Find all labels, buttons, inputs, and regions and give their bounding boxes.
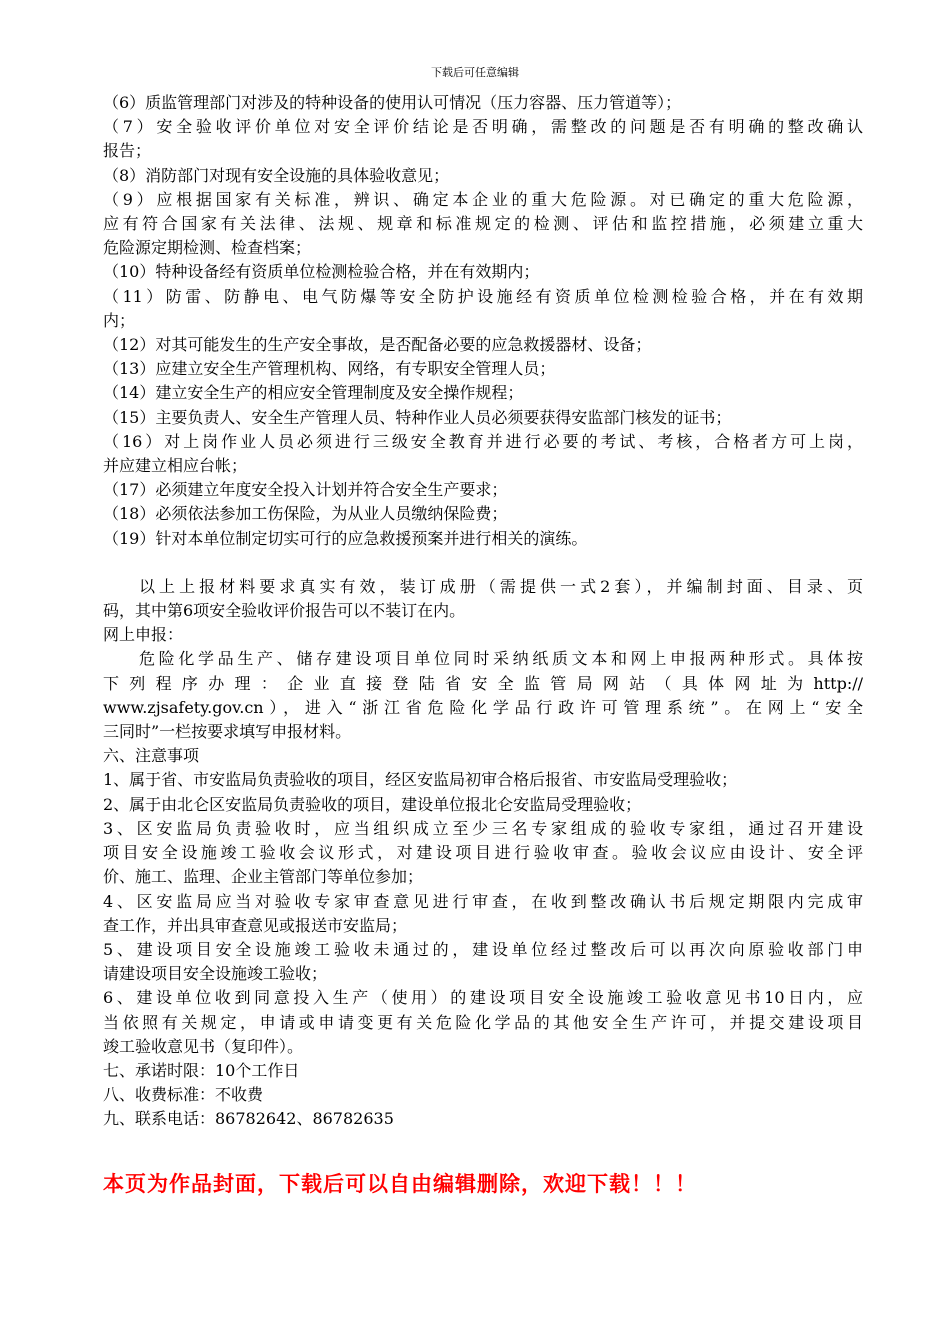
note-item-line: 1、属于省、市安监局负责验收的项目，经区安监局初审合格后报省、市安监局受理验收； [103, 770, 738, 790]
list-item-line: （16）对上岗作业人员必须进行三级安全教育并进行必要的考试、考核，合格者方可上岗， [103, 431, 863, 451]
note-item-line: 项目安全设施竣工验收会议形式，对建设项目进行验收审查。验收会议应由设计、安全评 [103, 843, 863, 863]
list-item-line: （10）特种设备经有资质单位检测检验合格，并在有效期内； [103, 262, 540, 282]
list-item [103, 381, 863, 405]
binding-paragraph-line: 码，其中第6项安全验收评价报告可以不装订在内。 [103, 601, 466, 621]
list-item [103, 285, 863, 333]
online-title: 网上申报： [103, 625, 184, 645]
list-item-line: （18）必须依法参加工伤保险，为从业人员缴纳保险费； [103, 504, 508, 524]
list-item [103, 357, 863, 381]
online-paragraph-line: www.zjsafety.gov.cn），进入“浙江省危险化学品行政许可管理系统”。在网上“安全 [103, 697, 863, 717]
list-item-line: （13）应建立安全生产管理机构、网络，有专职安全管理人员； [103, 359, 556, 379]
note-item [103, 986, 863, 1059]
notes-list [103, 768, 863, 1058]
online-paragraph [103, 647, 863, 744]
section9-line: 九、联系电话：86782642、86782635 [103, 1109, 394, 1129]
list-item-line: 报告； [103, 141, 152, 161]
list-item [103, 188, 863, 261]
list-item [103, 406, 863, 430]
list-item-line: 应有符合国家有关法律、法规、规章和标准规定的检测、评估和监控措施，必须建立重大 [103, 214, 863, 234]
list-item [103, 527, 863, 551]
binding-paragraph-line: 以上上报材料要求真实有效，装订成册（需提供一式2套），并编制封面、目录、页 [139, 576, 863, 596]
list-item-line: （14）建立安全生产的相应安全管理制度及安全操作规程； [103, 383, 524, 403]
binding-paragraph [103, 575, 863, 623]
list-item [103, 260, 863, 284]
list-item-line: （8）消防部门对现有安全设施的具体验收意见； [103, 165, 450, 185]
note-item [103, 793, 863, 817]
online-body [103, 647, 863, 744]
list-item [103, 115, 863, 163]
note-item-line: 3、区安监局负责验收时，应当组织成立至少三名专家组成的验收专家组，通过召开建设 [103, 818, 863, 838]
requirements-list [103, 91, 863, 551]
note-item-line: 4、区安监局应当对验收专家审查意见进行审查，在收到整改确认书后规定期限内完成审 [103, 891, 863, 911]
section7-line: 七、承诺时限：10个工作日 [103, 1060, 300, 1080]
list-item-line: 危险源定期检测、检查档案； [103, 238, 312, 258]
online-paragraph-line: 三同时”一栏按要求填写申报材料。 [103, 722, 352, 742]
note-item-line: 6、建设单位收到同意投入生产（使用）的建设项目安全设施竣工验收意见书10日内，应 [103, 988, 863, 1008]
note-item-line: 请建设项目安全设施竣工验收； [103, 964, 328, 984]
list-item-line: （12）对其可能发生的生产安全事故，是否配备必要的应急救援器材、设备； [103, 335, 652, 355]
list-item [103, 478, 863, 502]
list-item-line: 并应建立相应台帐； [103, 456, 248, 476]
note-item-line: 查工作，并出具审查意见或报送市安监局； [103, 915, 408, 935]
list-item-line: （17）必须建立年度安全投入计划并符合安全生产要求； [103, 480, 508, 500]
list-item-line: 内； [103, 310, 136, 330]
list-item [103, 502, 863, 526]
note-item-line: 5、建设项目安全设施竣工验收未通过的，建设单位经过整改后可以再次向原验收部门申 [103, 939, 863, 959]
note-item [103, 938, 863, 986]
list-item [103, 430, 863, 478]
online-paragraph-line: 危险化学品生产、储存建设项目单位同时采纳纸质文本和网上申报两种形式。具体按 [139, 649, 863, 669]
page-header: 下载后可任意编辑 [431, 66, 519, 79]
list-item-line: （9）应根据国家有关标准，辨识、确定本企业的重大危险源。对已确定的重大危险源， [103, 189, 863, 209]
note-item-line: 当依照有关规定，申请或申请变更有关危险化学品的其他安全生产许可，并提交建设项目 [103, 1012, 863, 1032]
section6-title: 六、注意事项 [103, 746, 200, 766]
section8-line: 八、收费标准：不收费 [103, 1085, 264, 1105]
list-item-line: （6）质监管理部门对涉及的特种设备的使用认可情况（压力容器、压力管道等）； [103, 93, 682, 112]
list-item-line: （7）安全验收评价单位对安全评价结论是否明确，需整改的问题是否有明确的整改确认 [103, 117, 863, 137]
binding-note [103, 575, 863, 623]
list-item [103, 91, 863, 115]
note-item [103, 817, 863, 890]
online-paragraph-line: 下列程序办理：企业直接登陆省安全监管局网站（具体网址为http:// [103, 673, 863, 693]
list-item-line: （19）针对本单位制定切实可行的应急救援预案并进行相关的演练。 [103, 528, 588, 548]
footer-banner: 本页为作品封面，下载后可以自由编辑删除，欢迎下载！！！ [103, 1172, 697, 1196]
list-item-line: （11）防雷、防静电、电气防爆等安全防护设施经有资质单位检测检验合格，并在有效期 [103, 286, 863, 306]
note-item [103, 890, 863, 938]
note-item-line: 竣工验收意见书（复印件）。 [103, 1036, 304, 1056]
note-item-line: 2、属于由北仑区安监局负责验收的项目，建设单位报北仑安监局受理验收； [103, 794, 642, 814]
list-item [103, 164, 863, 188]
list-item [103, 333, 863, 357]
list-item-line: （15）主要负责人、安全生产管理人员、特种作业人员必须要获得安监部门核发的证书； [103, 407, 732, 427]
note-item-line: 价、施工、监理、企业主管部门等单位参加； [103, 867, 424, 887]
document-body [103, 91, 863, 1132]
note-item [103, 768, 863, 792]
blank-line [103, 551, 863, 575]
